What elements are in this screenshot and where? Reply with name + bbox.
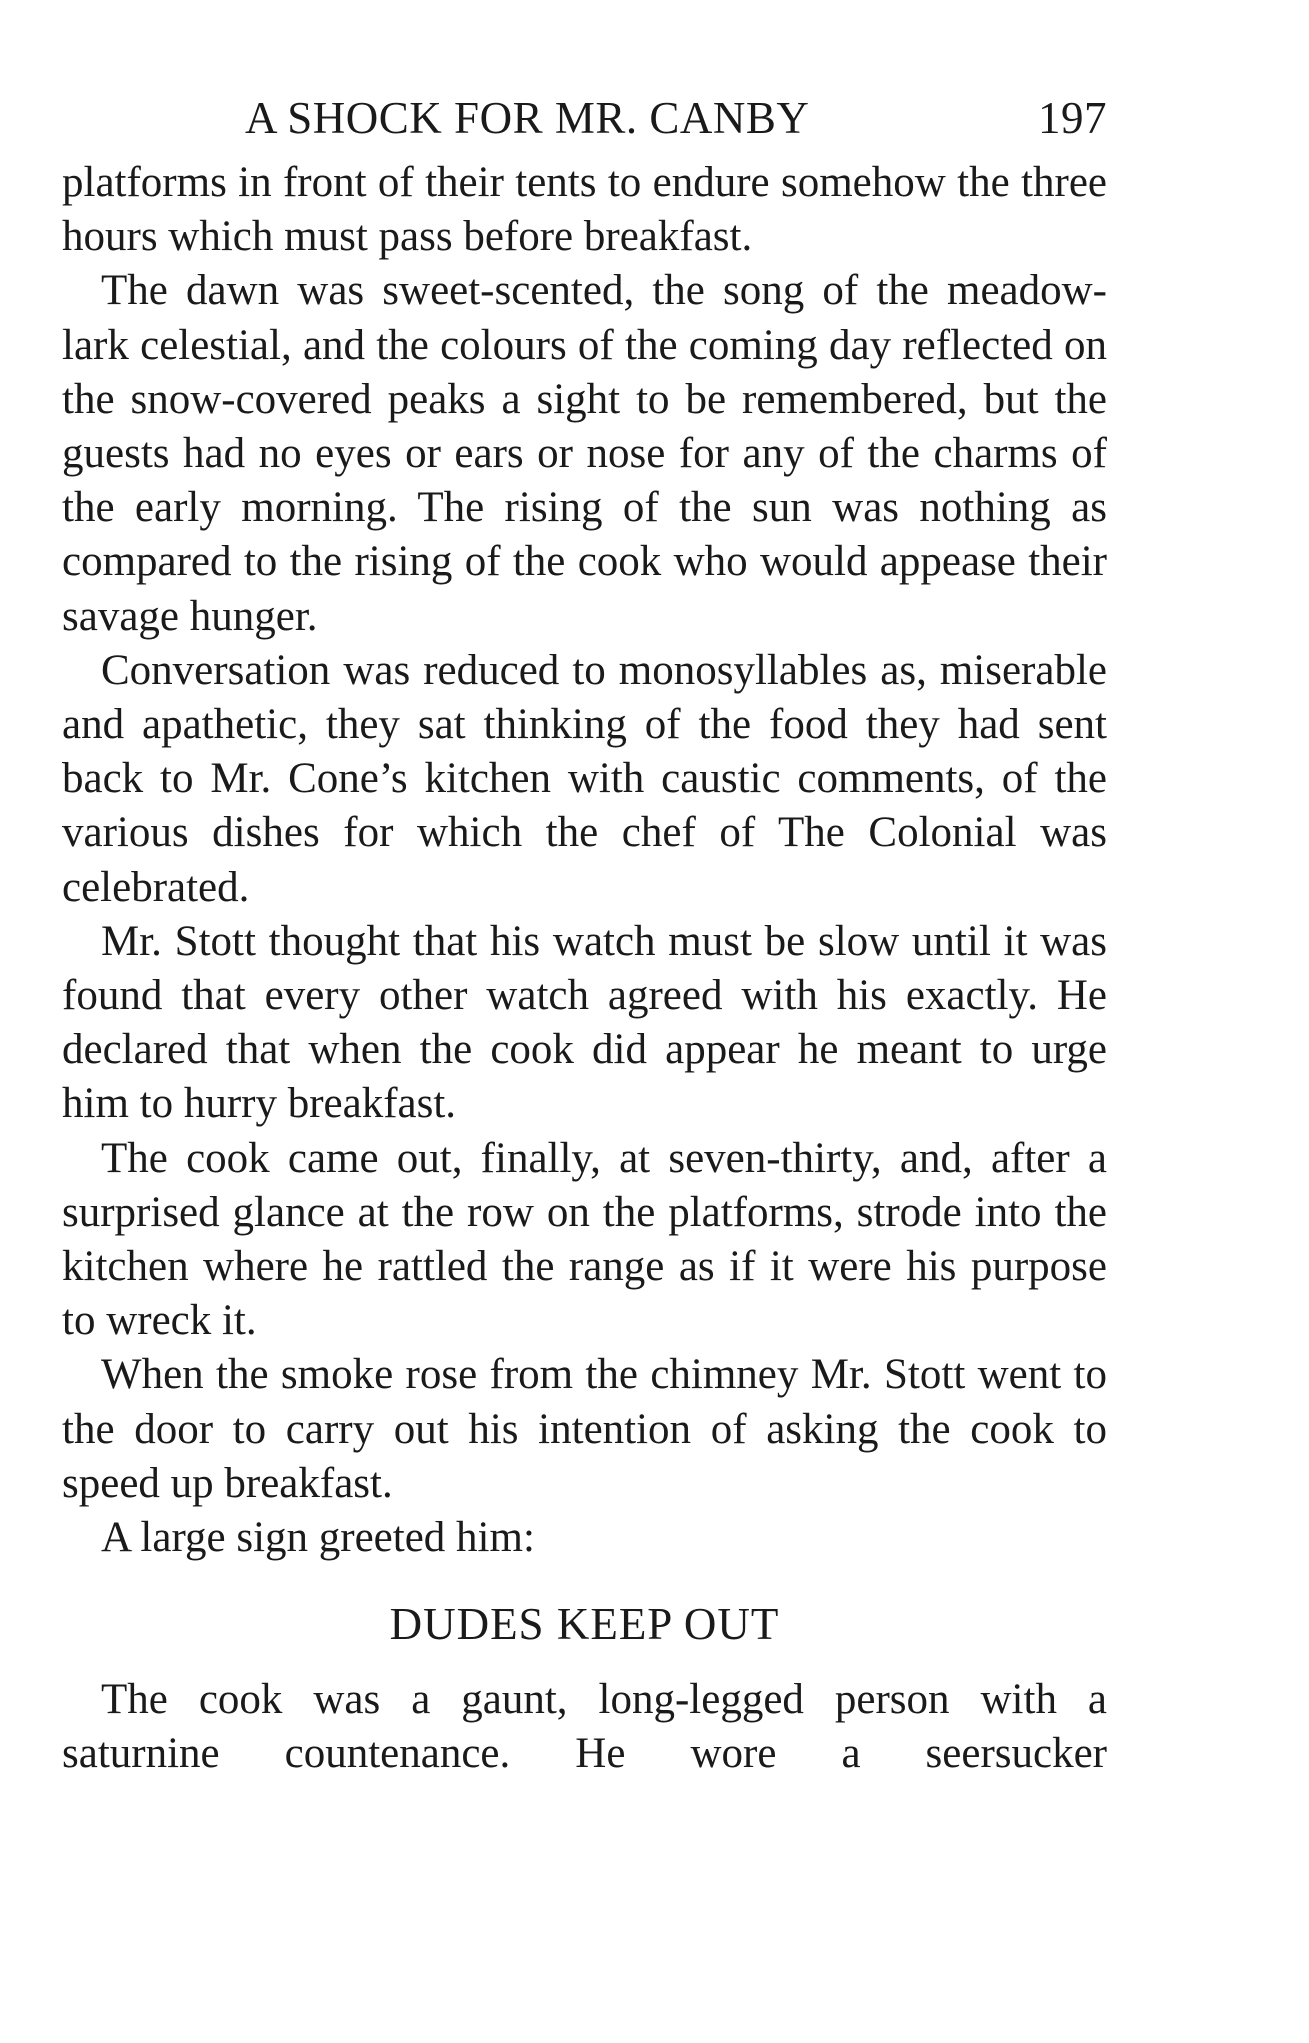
paragraph-continuation: platforms in front of their tents to endure somehow the three hours which must pass before breakfast. <box>62 159 1107 261</box>
paragraph-conversation: Conversation was reduced to monosyllables as, miserable and apathetic, they sat thinking of the food they had sent back to Mr. Cone’s kitchen with caustic comments, of the various dishes for which the chef of The Colonial was celebrated. <box>62 646 1107 911</box>
paragraph-dawn: The dawn was sweet-scented, the song of the meadow-lark celestial, and the colours of the coming day reflected on the snow-covered peaks a sight to be remembered, but the guests had no eyes or ears or nose for any of the charms of the early morning. The rising of the sun was nothing as compared to the rising of the cook who would appease their savage hunger. <box>62 267 1107 640</box>
paragraph-sign-intro: A large sign greeted him: <box>101 1514 535 1562</box>
running-head <box>62 88 1107 148</box>
running-title: A SHOCK FOR MR. CANBY <box>245 93 810 143</box>
paragraph-smoke: When the smoke rose from the chimney Mr. Stott went to the door to carry out his intention of asking the cook to speed up breakfast. <box>62 1351 1107 1507</box>
sign-text: DUDES KEEP OUT <box>389 1599 780 1650</box>
body-text <box>62 156 1107 1782</box>
paragraph-watch: Mr. Stott thought that his watch must be slow until it was found that every other watch agreed with his exactly. He declared that when the cook did appear he meant to urge him to hurry breakfast. <box>62 917 1107 1128</box>
page-number: 197 <box>1038 93 1107 143</box>
paragraph-cook-description: The cook was a gaunt, long-legged person with a saturnine countenance. He wore a seersucker <box>62 1676 1107 1778</box>
paragraph-cook-came-out: The cook came out, finally, at seven-thirty, and, after a surprised glance at the row on the platforms, strode into the kitchen where he rattled the range as if it were his purpose to wreck it. <box>62 1134 1107 1345</box>
book-page <box>62 88 1107 1782</box>
